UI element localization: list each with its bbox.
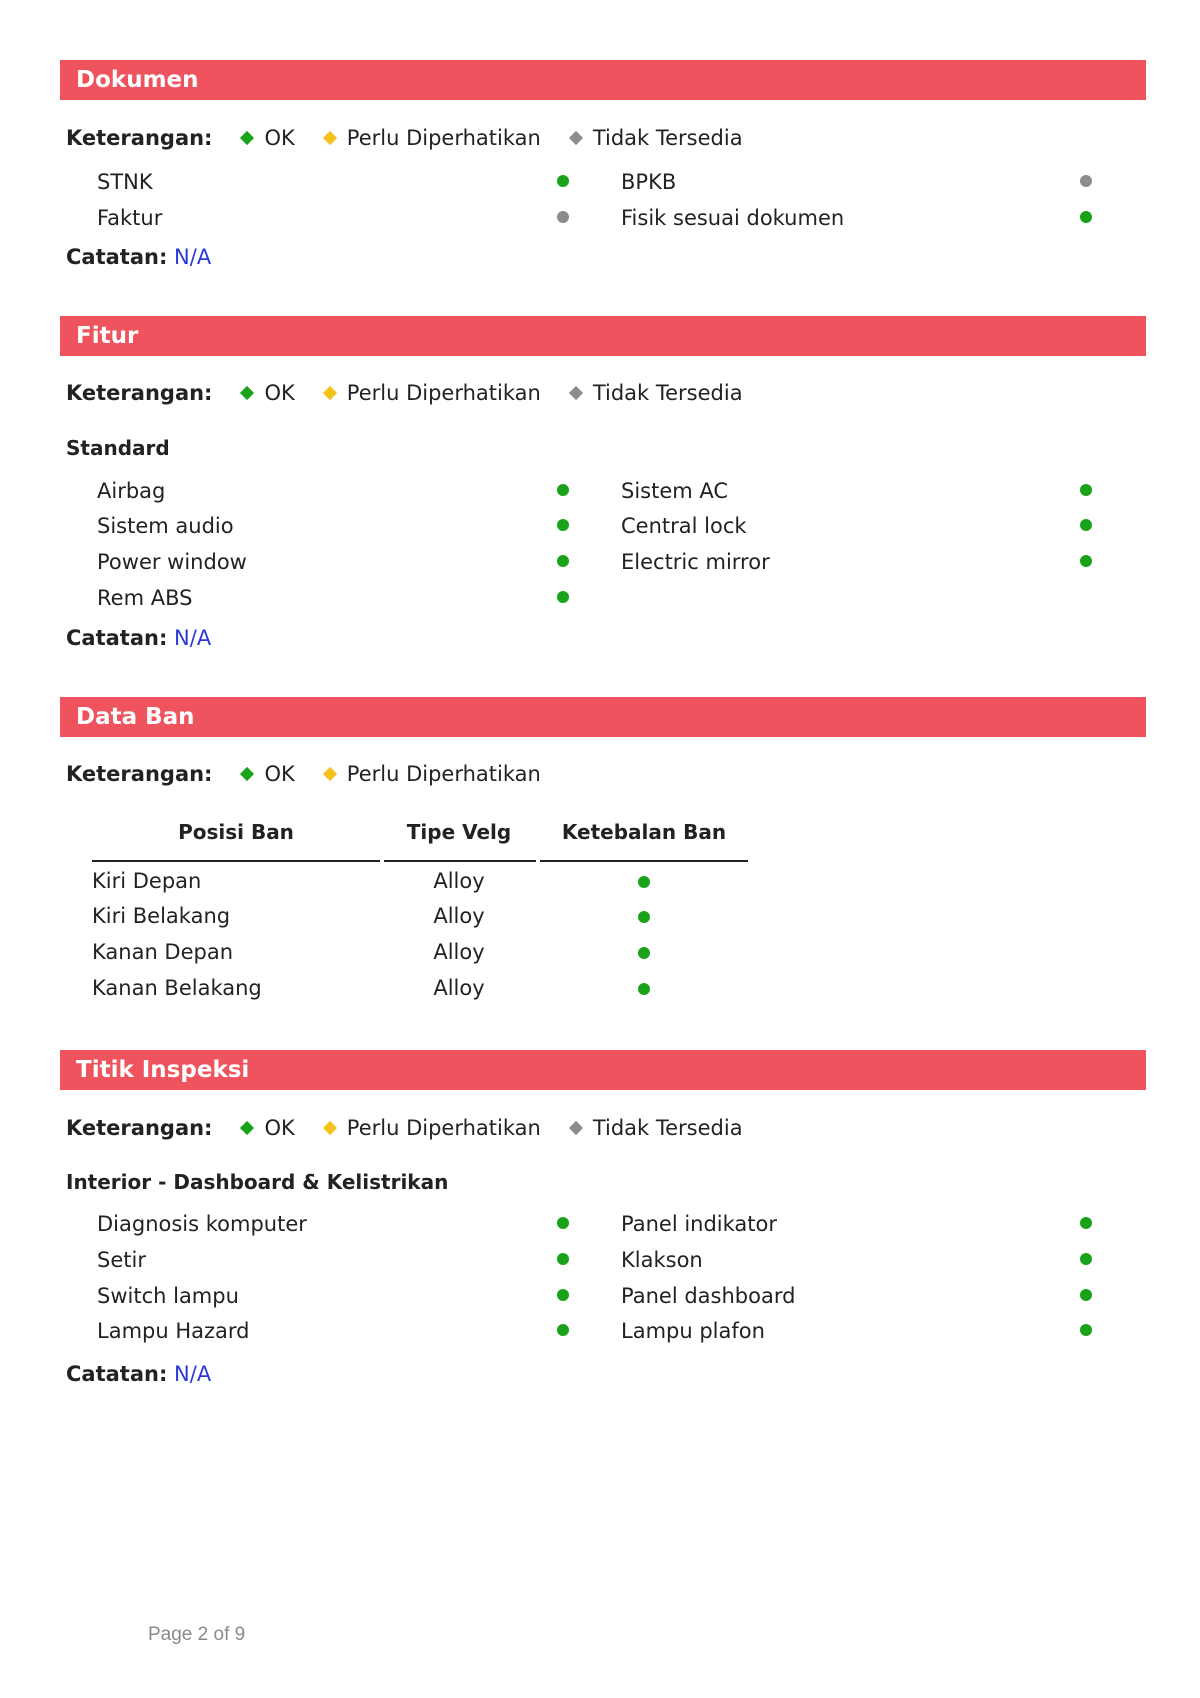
status-sistem-audio-icon — [557, 519, 569, 531]
na-diamond-icon — [569, 386, 583, 400]
legend-data-ban — [66, 759, 571, 789]
legend-warn: Perlu Diperhatikan — [346, 126, 541, 150]
status-sistem-ac-icon — [1080, 484, 1092, 496]
item-lampu-plafon: Lampu plafon — [621, 1319, 765, 1343]
item-airbag: Airbag — [97, 479, 166, 503]
legend-ok: OK — [264, 126, 295, 150]
warn-diamond-icon — [323, 767, 337, 781]
legend-fitur — [66, 378, 773, 408]
warn-diamond-icon — [323, 386, 337, 400]
item-sistem-ac: Sistem AC — [621, 479, 729, 503]
status-power-window-icon — [557, 555, 569, 567]
legend-titik-inspeksi — [66, 1113, 773, 1143]
item-panel-dashboard: Panel dashboard — [621, 1284, 796, 1308]
subheading-standard: Standard — [66, 436, 170, 460]
item-faktur: Faktur — [97, 206, 163, 230]
status-ketebalan-icon — [638, 911, 650, 923]
table-row-velg: Alloy — [433, 976, 485, 1000]
table-row-velg: Alloy — [433, 904, 485, 928]
status-panel-indikator-icon — [1080, 1217, 1092, 1229]
section-header-titik-inspeksi: Titik Inspeksi — [60, 1050, 1146, 1090]
status-fisik-icon — [1080, 211, 1092, 223]
item-lampu-hazard: Lampu Hazard — [97, 1319, 250, 1343]
ok-diamond-icon — [240, 386, 254, 400]
table-header-divider — [540, 860, 748, 862]
status-airbag-icon — [557, 484, 569, 496]
status-bpkb-icon — [1080, 175, 1092, 187]
status-ketebalan-icon — [638, 983, 650, 995]
status-central-lock-icon — [1080, 519, 1092, 531]
legend-warn: Perlu Diperhatikan — [346, 1116, 541, 1140]
table-header-tipe-velg: Tipe Velg — [406, 820, 512, 844]
legend-dokumen — [66, 123, 773, 153]
warn-diamond-icon — [323, 131, 337, 145]
table-row-velg: Alloy — [433, 940, 485, 964]
ok-diamond-icon — [240, 767, 254, 781]
table-row-posisi: Kanan Depan — [92, 940, 234, 964]
item-switch-lampu: Switch lampu — [97, 1284, 239, 1308]
table-header-divider — [92, 860, 380, 862]
legend-na: Tidak Tersedia — [592, 126, 743, 150]
note-fitur: Catatan: N/A — [66, 626, 212, 650]
status-faktur-icon — [557, 211, 569, 223]
item-bpkb: BPKB — [621, 170, 677, 194]
status-setir-icon — [557, 1253, 569, 1265]
legend-ok: OK — [264, 1116, 295, 1140]
legend-label: Keterangan: — [66, 381, 213, 405]
table-header-divider — [384, 860, 536, 862]
item-stnk: STNK — [97, 170, 153, 194]
note-dokumen: Catatan: N/A — [66, 245, 212, 269]
legend-na: Tidak Tersedia — [592, 1116, 743, 1140]
table-row-posisi: Kanan Belakang — [92, 976, 262, 1000]
legend-warn: Perlu Diperhatikan — [346, 762, 541, 786]
legend-warn: Perlu Diperhatikan — [346, 381, 541, 405]
item-diagnosis-komputer: Diagnosis komputer — [97, 1212, 307, 1236]
item-power-window: Power window — [97, 550, 247, 574]
status-klakson-icon — [1080, 1253, 1092, 1265]
item-central-lock: Central lock — [621, 514, 747, 538]
table-row-posisi: Kiri Depan — [92, 869, 202, 893]
legend-na: Tidak Tersedia — [592, 381, 743, 405]
item-sistem-audio: Sistem audio — [97, 514, 234, 538]
table-header-posisi-ban: Posisi Ban — [178, 820, 294, 844]
note-titik-inspeksi: Catatan: N/A — [66, 1362, 212, 1386]
item-electric-mirror: Electric mirror — [621, 550, 770, 574]
legend-label: Keterangan: — [66, 1116, 213, 1140]
status-diagnosis-komputer-icon — [557, 1217, 569, 1229]
status-lampu-hazard-icon — [557, 1324, 569, 1336]
na-diamond-icon — [569, 131, 583, 145]
status-ketebalan-icon — [638, 876, 650, 888]
item-setir: Setir — [97, 1248, 146, 1272]
legend-ok: OK — [264, 381, 295, 405]
item-klakson: Klakson — [621, 1248, 703, 1272]
legend-label: Keterangan: — [66, 126, 213, 150]
status-switch-lampu-icon — [557, 1289, 569, 1301]
status-lampu-plafon-icon — [1080, 1324, 1092, 1336]
legend-label: Keterangan: — [66, 762, 213, 786]
table-row-posisi: Kiri Belakang — [92, 904, 231, 928]
page-number: Page 2 of 9 — [148, 1624, 246, 1645]
legend-ok: OK — [264, 762, 295, 786]
status-panel-dashboard-icon — [1080, 1289, 1092, 1301]
status-electric-mirror-icon — [1080, 555, 1092, 567]
subheading-interior-dashboard: Interior - Dashboard & Kelistrikan — [66, 1170, 449, 1194]
status-stnk-icon — [557, 175, 569, 187]
section-header-fitur: Fitur — [60, 316, 1146, 356]
status-ketebalan-icon — [638, 947, 650, 959]
warn-diamond-icon — [323, 1121, 337, 1135]
item-rem-abs: Rem ABS — [97, 586, 193, 610]
ok-diamond-icon — [240, 1121, 254, 1135]
section-header-data-ban: Data Ban — [60, 697, 1146, 737]
section-header-dokumen: Dokumen — [60, 60, 1146, 100]
item-panel-indikator: Panel indikator — [621, 1212, 778, 1236]
status-rem-abs-icon — [557, 591, 569, 603]
ok-diamond-icon — [240, 131, 254, 145]
na-diamond-icon — [569, 1121, 583, 1135]
table-row-velg: Alloy — [433, 869, 485, 893]
item-fisik-sesuai-dokumen: Fisik sesuai dokumen — [621, 206, 845, 230]
table-header-ketebalan-ban: Ketebalan Ban — [561, 820, 727, 844]
